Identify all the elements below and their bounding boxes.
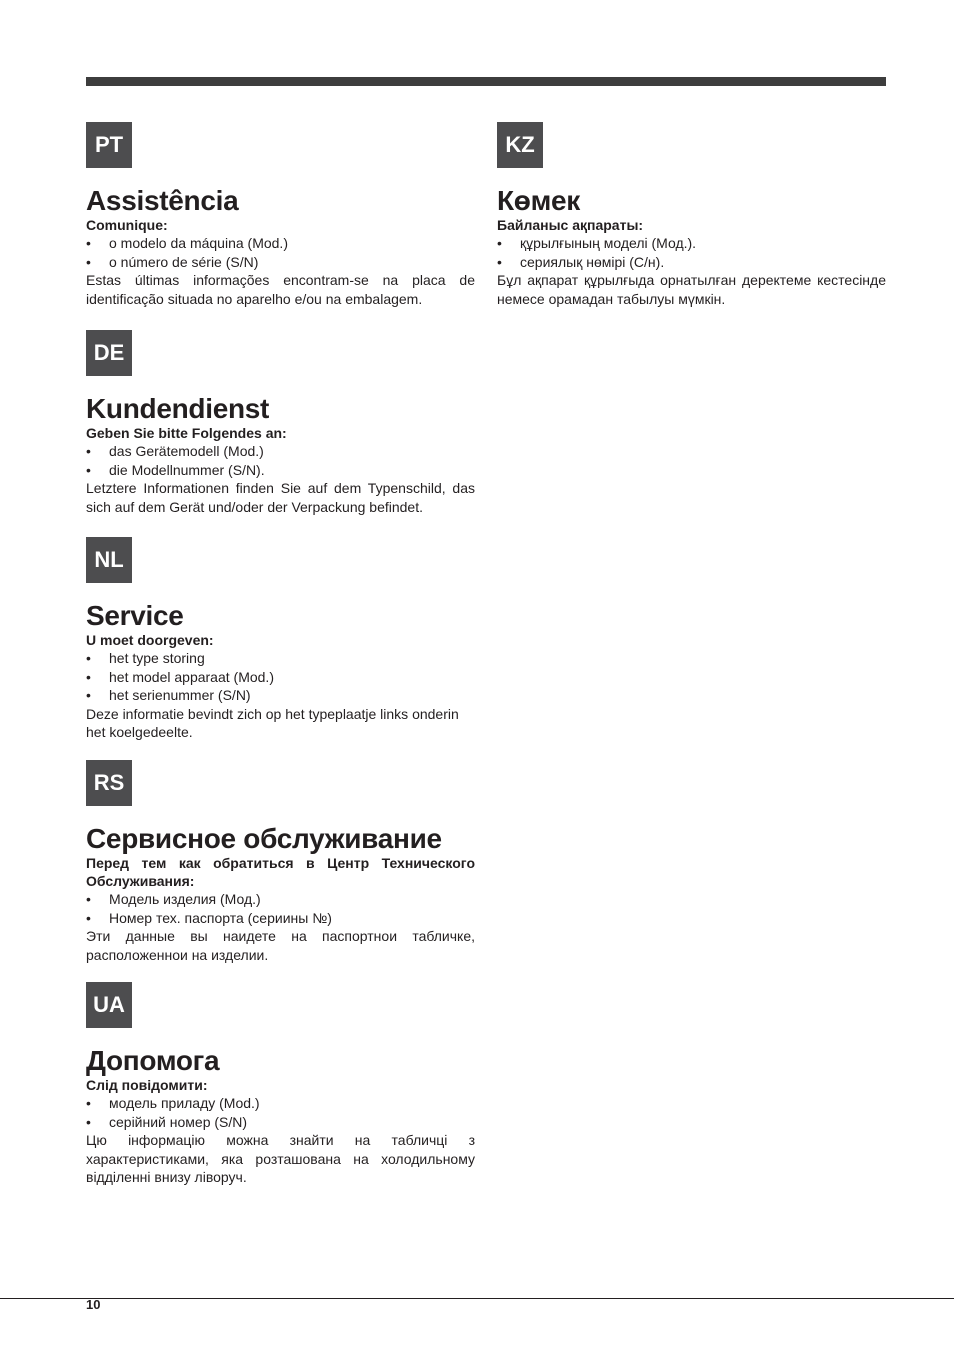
language-badge-kz: KZ	[497, 122, 543, 168]
list-item: • het serienummer (S/N)	[86, 687, 251, 703]
language-badge-pt: PT	[86, 122, 132, 168]
section-ua	[86, 982, 475, 1187]
bullet-icon: •	[86, 253, 91, 270]
bullet-icon: •	[86, 235, 91, 251]
section-nl	[86, 537, 475, 742]
info-list-kz	[497, 234, 886, 271]
info-list-ua	[86, 1094, 475, 1131]
section-title-ua: Допомога	[86, 1045, 220, 1076]
list-item: • het model apparaat (Mod.)	[86, 668, 274, 685]
language-badge-de: DE	[86, 330, 132, 376]
bullet-icon: •	[86, 1113, 91, 1130]
list-item: • Модель изделия (Мод.)	[86, 891, 261, 907]
info-list-pt	[86, 234, 475, 271]
list-item: • die Modellnummer (S/N).	[86, 461, 265, 478]
section-subtitle-de: Geben Sie bitte Folgendes an:	[86, 425, 287, 441]
info-list-nl	[86, 649, 475, 705]
section-paragraph-de: Letztere Informationen finden Sie auf dem Typenschild, das sich auf dem Gerät und/oder der Verpackung befindet.	[86, 480, 475, 515]
section-subtitle-kz: Байланыс ақпараты:	[497, 217, 644, 233]
list-item: • Номер тех. паспорта (сериины №)	[86, 909, 332, 926]
section-paragraph-kz: Бұл ақпарат құрылғыда орнатылған деректеме кестесінде немесе орамадан табылуы мүмкін.	[497, 272, 886, 307]
bullet-icon: •	[86, 909, 91, 926]
bullet-icon: •	[497, 235, 502, 251]
bullet-icon: •	[86, 443, 91, 459]
language-badge-ua: UA	[86, 982, 132, 1028]
list-item: • модель приладу (Mod.)	[86, 1095, 260, 1111]
language-badge-nl: NL	[86, 537, 132, 583]
bullet-icon: •	[86, 668, 91, 685]
bullet-icon: •	[497, 253, 502, 270]
list-item: • o modelo da máquina (Mod.)	[86, 235, 288, 251]
top-rule	[86, 77, 886, 86]
section-subtitle-pt: Comunique:	[86, 217, 168, 233]
list-item: • o número de série (S/N)	[86, 253, 259, 270]
list-item: • серійний номер (S/N)	[86, 1113, 248, 1130]
info-list-de	[86, 442, 475, 479]
info-list-rs	[86, 890, 475, 927]
section-title-de: Kundendienst	[86, 393, 270, 424]
list-item: • das Gerätemodell (Mod.)	[86, 443, 264, 459]
section-subtitle-rs: Перед тем как обратиться в Центр Технического Обслуживания:	[86, 855, 475, 889]
section-kz	[497, 122, 886, 308]
section-paragraph-rs: Эти данные вы наидете на паспортнои табличке, расположеннои на изделии.	[86, 928, 475, 963]
bullet-icon: •	[86, 1095, 91, 1111]
section-title-rs: Сервисное обслуживание	[86, 823, 442, 854]
section-pt	[86, 122, 475, 308]
section-subtitle-nl: U moet doorgeven:	[86, 632, 214, 648]
section-paragraph-ua: Цю інформацію можна знайти на табличці з характеристиками, яка розташована на холодильному відділенні внизу ліворуч.	[86, 1132, 475, 1185]
list-item: • сериялық нөмірі (С/н).	[497, 253, 665, 270]
section-subtitle-ua: Слід повідомити:	[86, 1077, 208, 1093]
bullet-icon: •	[86, 687, 91, 703]
language-badge-rs: RS	[86, 760, 132, 806]
section-title-kz: Көмек	[497, 185, 580, 216]
bullet-icon: •	[86, 650, 91, 666]
bottom-rule	[0, 1298, 954, 1299]
list-item: • het type storing	[86, 650, 205, 666]
bullet-icon: •	[86, 461, 91, 478]
section-paragraph-pt: Estas últimas informações encontram-se na placa de identificação situada no aparelho e/ou na embalagem.	[86, 272, 475, 307]
section-title-pt: Assistência	[86, 185, 239, 216]
section-de	[86, 330, 475, 516]
section-rs	[86, 760, 475, 964]
section-paragraph-nl: Deze informatie bevindt zich op het typeplaatje links onderin het koelgedeelte.	[86, 705, 459, 740]
bullet-icon: •	[86, 891, 91, 907]
page-number: 10	[86, 1297, 101, 1312]
list-item: • құрылғының моделі (Мод.).	[497, 235, 697, 251]
section-title-nl: Service	[86, 600, 184, 631]
